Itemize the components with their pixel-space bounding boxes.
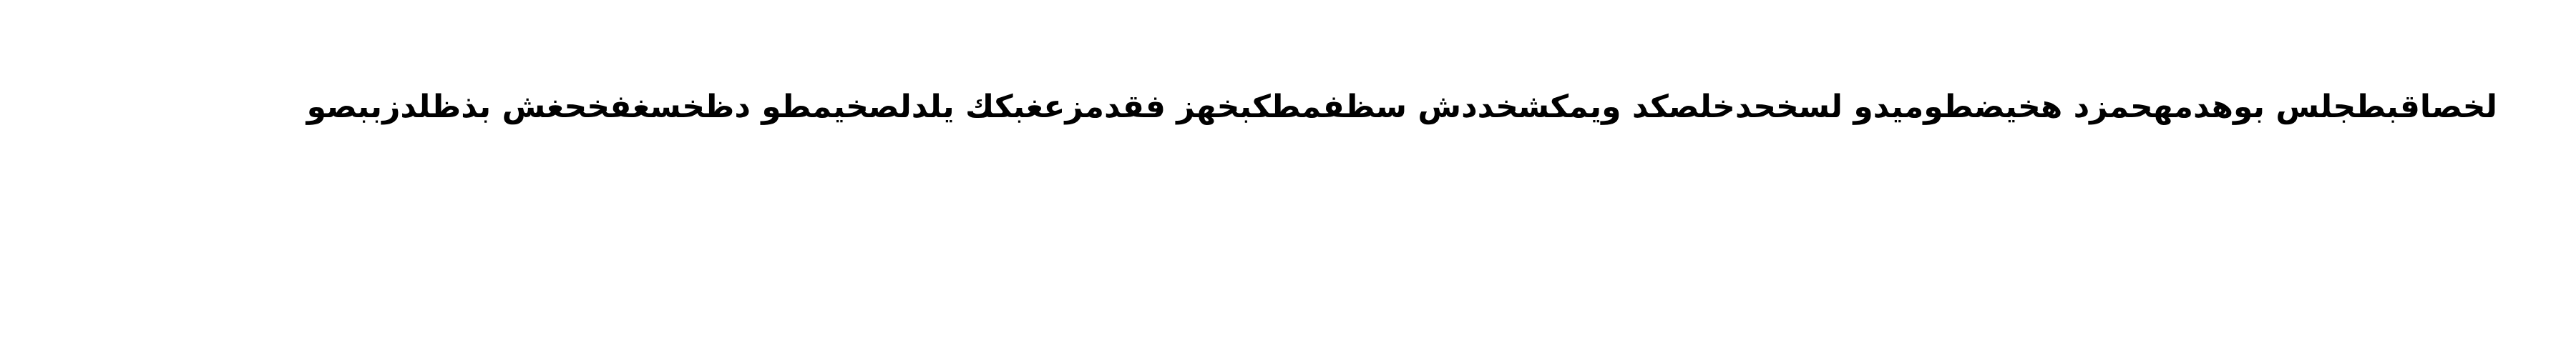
- document-text-line: لخصاقبطجلس بوهدمهحمزد هخيضطوميدو لسخحدخلصكد ويمكشخددش سظفمطكبخهز فقدمزعغبكك يلدلصخيمطو دظخسغفخحغش بذظلدزببصو: [306, 89, 2497, 125]
